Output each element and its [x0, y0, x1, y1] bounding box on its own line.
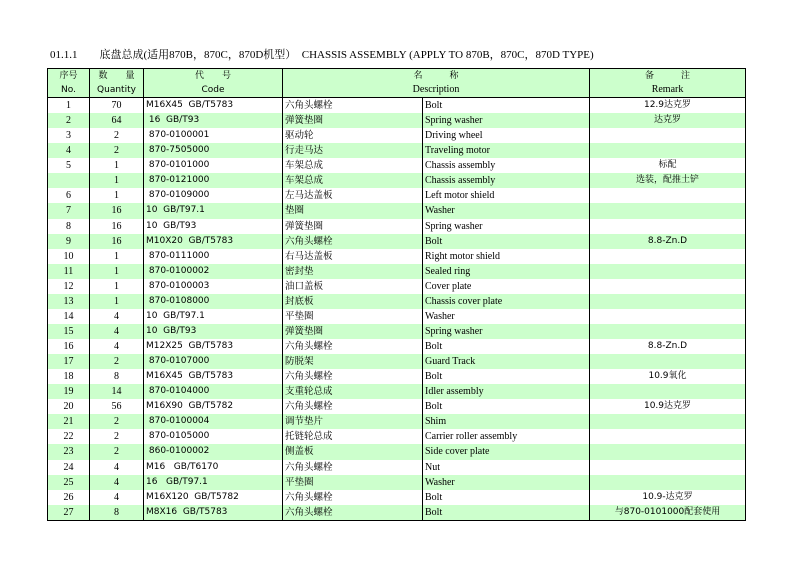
name-chinese-cell: 车架总成: [283, 158, 423, 173]
table-row: [48, 203, 746, 218]
header-qty-cn: 数 量: [90, 69, 144, 84]
header-qty-en: Quantity: [90, 83, 144, 98]
table-row: [48, 324, 746, 339]
row-number-cell: 10: [48, 249, 90, 264]
row-number-cell: 18: [48, 369, 90, 384]
header-remark-en: Remark: [590, 83, 746, 98]
quantity-cell: 2: [90, 444, 144, 459]
remark-cell: [590, 203, 746, 218]
remark-cell: [590, 444, 746, 459]
name-chinese-cell: 驱动轮: [283, 128, 423, 143]
name-english-cell: Spring washer: [423, 324, 590, 339]
quantity-cell: 1: [90, 279, 144, 294]
part-code-cell: 870-0100004: [144, 414, 283, 429]
remark-cell: 8.8-Zn.D: [590, 339, 746, 354]
quantity-cell: 8: [90, 505, 144, 521]
name-chinese-cell: 封底板: [283, 294, 423, 309]
name-chinese-cell: 侧盖板: [283, 444, 423, 459]
remark-cell: [590, 475, 746, 490]
quantity-cell: 2: [90, 429, 144, 444]
part-code-cell: M10X20 GB/T5783: [144, 234, 283, 249]
row-number-cell: 14: [48, 309, 90, 324]
name-chinese-cell: 六角头螺栓: [283, 369, 423, 384]
remark-cell: 8.8-Zn.D: [590, 234, 746, 249]
table-row: [48, 98, 746, 114]
table-row: [48, 429, 746, 444]
table-row: [48, 505, 746, 521]
quantity-cell: 2: [90, 143, 144, 158]
name-english-cell: Bolt: [423, 369, 590, 384]
quantity-cell: 1: [90, 264, 144, 279]
name-english-cell: Right motor shield: [423, 249, 590, 264]
table-row: [48, 188, 746, 203]
name-chinese-cell: 调节垫片: [283, 414, 423, 429]
part-code-cell: 870-0100002: [144, 264, 283, 279]
section-title: 01.1.1 底盘总成(适用870B，870C，870D机型） CHASSIS ASSEMBLY (APPLY TO 870B，870C，870D TYPE): [50, 49, 594, 61]
name-english-cell: Carrier roller assembly: [423, 429, 590, 444]
remark-cell: [590, 264, 746, 279]
header-no-en: No.: [48, 83, 90, 98]
quantity-cell: 56: [90, 399, 144, 414]
quantity-cell: 14: [90, 384, 144, 399]
name-chinese-cell: 车架总成: [283, 173, 423, 188]
quantity-cell: 2: [90, 414, 144, 429]
remark-cell: 10.9-达克罗: [590, 490, 746, 505]
header-desc-cn: 名 称: [283, 69, 590, 84]
part-code-cell: 16 GB/T97.1: [144, 475, 283, 490]
row-number-cell: 23: [48, 444, 90, 459]
quantity-cell: 4: [90, 324, 144, 339]
name-english-cell: Spring washer: [423, 219, 590, 234]
row-number-cell: 4: [48, 143, 90, 158]
table-row: [48, 475, 746, 490]
part-code-cell: M16X45 GB/T5783: [144, 369, 283, 384]
table-row: [48, 113, 746, 128]
row-number-cell: 20: [48, 399, 90, 414]
table-row: [48, 460, 746, 475]
name-chinese-cell: 右马达盖板: [283, 249, 423, 264]
row-number-cell: 21: [48, 414, 90, 429]
table-row: [48, 414, 746, 429]
name-english-cell: Left motor shield: [423, 188, 590, 203]
table-row: [48, 234, 746, 249]
row-number-cell: [48, 173, 90, 188]
name-english-cell: Driving wheel: [423, 128, 590, 143]
row-number-cell: 13: [48, 294, 90, 309]
row-number-cell: 8: [48, 219, 90, 234]
name-english-cell: Washer: [423, 475, 590, 490]
row-number-cell: 17: [48, 354, 90, 369]
part-code-cell: 870-0107000: [144, 354, 283, 369]
name-chinese-cell: 垫圈: [283, 203, 423, 218]
row-number-cell: 27: [48, 505, 90, 521]
part-code-cell: M16X45 GB/T5783: [144, 98, 283, 114]
row-number-cell: 7: [48, 203, 90, 218]
header-code-en: Code: [144, 83, 283, 98]
table-row: [48, 249, 746, 264]
parts-table: [47, 68, 746, 521]
quantity-cell: 4: [90, 460, 144, 475]
quantity-cell: 1: [90, 158, 144, 173]
remark-cell: [590, 219, 746, 234]
remark-cell: [590, 279, 746, 294]
quantity-cell: 16: [90, 219, 144, 234]
name-chinese-cell: 左马达盖板: [283, 188, 423, 203]
name-english-cell: Traveling motor: [423, 143, 590, 158]
name-chinese-cell: 弹簧垫圈: [283, 324, 423, 339]
quantity-cell: 4: [90, 475, 144, 490]
name-chinese-cell: 六角头螺栓: [283, 98, 423, 114]
table-header: [48, 69, 746, 98]
name-english-cell: Washer: [423, 203, 590, 218]
part-code-cell: 870-0108000: [144, 294, 283, 309]
row-number-cell: 3: [48, 128, 90, 143]
row-number-cell: 6: [48, 188, 90, 203]
name-english-cell: Chassis assembly: [423, 158, 590, 173]
table-row: [48, 128, 746, 143]
remark-cell: 10.9氧化: [590, 369, 746, 384]
part-code-cell: 10 GB/T97.1: [144, 203, 283, 218]
name-english-cell: Shim: [423, 414, 590, 429]
remark-cell: [590, 384, 746, 399]
row-number-cell: 11: [48, 264, 90, 279]
name-english-cell: Cover plate: [423, 279, 590, 294]
table-row: [48, 444, 746, 459]
name-english-cell: Idler assembly: [423, 384, 590, 399]
part-code-cell: M16 GB/T6170: [144, 460, 283, 475]
row-number-cell: 15: [48, 324, 90, 339]
table-row: [48, 490, 746, 505]
table-row: [48, 173, 746, 188]
name-english-cell: Chassis assembly: [423, 173, 590, 188]
quantity-cell: 1: [90, 249, 144, 264]
remark-cell: [590, 309, 746, 324]
quantity-cell: 1: [90, 294, 144, 309]
quantity-cell: 2: [90, 354, 144, 369]
remark-cell: [590, 188, 746, 203]
name-chinese-cell: 六角头螺栓: [283, 460, 423, 475]
name-english-cell: Spring washer: [423, 113, 590, 128]
remark-cell: [590, 143, 746, 158]
table-row: [48, 354, 746, 369]
name-english-cell: Guard Track: [423, 354, 590, 369]
table-row: [48, 143, 746, 158]
part-code-cell: 860-0100002: [144, 444, 283, 459]
name-english-cell: Nut: [423, 460, 590, 475]
remark-cell: 12.9达克罗: [590, 98, 746, 114]
part-code-cell: 870-0101000: [144, 158, 283, 173]
name-chinese-cell: 六角头螺栓: [283, 490, 423, 505]
quantity-cell: 4: [90, 309, 144, 324]
remark-cell: 标配: [590, 158, 746, 173]
row-number-cell: 9: [48, 234, 90, 249]
table-body: [48, 98, 746, 521]
part-code-cell: 10 GB/T93: [144, 324, 283, 339]
name-chinese-cell: 六角头螺栓: [283, 234, 423, 249]
part-code-cell: M8X16 GB/T5783: [144, 505, 283, 521]
part-code-cell: 870-0111000: [144, 249, 283, 264]
table-row: [48, 369, 746, 384]
remark-cell: 与870-0101000配套使用: [590, 505, 746, 521]
row-number-cell: 24: [48, 460, 90, 475]
quantity-cell: 4: [90, 339, 144, 354]
remark-cell: [590, 294, 746, 309]
part-code-cell: M16X90 GB/T5782: [144, 399, 283, 414]
quantity-cell: 4: [90, 490, 144, 505]
table-row: [48, 279, 746, 294]
remark-cell: [590, 414, 746, 429]
row-number-cell: 1: [48, 98, 90, 114]
part-code-cell: 10 GB/T97.1: [144, 309, 283, 324]
header-remark-cn: 备 注: [590, 69, 746, 84]
row-number-cell: 12: [48, 279, 90, 294]
quantity-cell: 1: [90, 188, 144, 203]
name-english-cell: Washer: [423, 309, 590, 324]
name-chinese-cell: 行走马达: [283, 143, 423, 158]
name-english-cell: Sealed ring: [423, 264, 590, 279]
part-code-cell: 870-0100003: [144, 279, 283, 294]
row-number-cell: 16: [48, 339, 90, 354]
part-code-cell: 870-0121000: [144, 173, 283, 188]
name-chinese-cell: 弹簧垫圈: [283, 219, 423, 234]
name-english-cell: Bolt: [423, 339, 590, 354]
quantity-cell: 64: [90, 113, 144, 128]
name-chinese-cell: 平垫圈: [283, 475, 423, 490]
table-row: [48, 219, 746, 234]
header-desc-en: Description: [283, 83, 590, 98]
name-chinese-cell: 六角头螺栓: [283, 399, 423, 414]
remark-cell: [590, 128, 746, 143]
name-chinese-cell: 平垫圈: [283, 309, 423, 324]
name-chinese-cell: 六角头螺栓: [283, 505, 423, 521]
part-code-cell: 870-0109000: [144, 188, 283, 203]
row-number-cell: 19: [48, 384, 90, 399]
name-chinese-cell: 六角头螺栓: [283, 339, 423, 354]
name-english-cell: Bolt: [423, 234, 590, 249]
table-row: [48, 264, 746, 279]
row-number-cell: 25: [48, 475, 90, 490]
remark-cell: [590, 324, 746, 339]
row-number-cell: 26: [48, 490, 90, 505]
part-code-cell: M16X120 GB/T5782: [144, 490, 283, 505]
name-english-cell: Side cover plate: [423, 444, 590, 459]
quantity-cell: 16: [90, 234, 144, 249]
part-code-cell: 870-0100001: [144, 128, 283, 143]
part-code-cell: M12X25 GB/T5783: [144, 339, 283, 354]
name-english-cell: Bolt: [423, 98, 590, 114]
table-row: [48, 309, 746, 324]
row-number-cell: 2: [48, 113, 90, 128]
remark-cell: 选装，配推土铲: [590, 173, 746, 188]
remark-cell: [590, 460, 746, 475]
part-code-cell: 870-0104000: [144, 384, 283, 399]
name-chinese-cell: 防脱架: [283, 354, 423, 369]
remark-cell: [590, 354, 746, 369]
part-code-cell: 10 GB/T93: [144, 219, 283, 234]
quantity-cell: 16: [90, 203, 144, 218]
table-row: [48, 399, 746, 414]
row-number-cell: 22: [48, 429, 90, 444]
table-row: [48, 294, 746, 309]
name-chinese-cell: 油口盖板: [283, 279, 423, 294]
remark-cell: 达克罗: [590, 113, 746, 128]
name-chinese-cell: 支重轮总成: [283, 384, 423, 399]
name-english-cell: Bolt: [423, 490, 590, 505]
header-no-cn: 序号: [48, 69, 90, 84]
name-chinese-cell: 弹簧垫圈: [283, 113, 423, 128]
quantity-cell: 2: [90, 128, 144, 143]
row-number-cell: 5: [48, 158, 90, 173]
table-row: [48, 384, 746, 399]
name-chinese-cell: 密封垫: [283, 264, 423, 279]
name-english-cell: Chassis cover plate: [423, 294, 590, 309]
header-code-cn: 代 号: [144, 69, 283, 84]
name-english-cell: Bolt: [423, 505, 590, 521]
name-english-cell: Bolt: [423, 399, 590, 414]
quantity-cell: 1: [90, 173, 144, 188]
name-chinese-cell: 托链轮总成: [283, 429, 423, 444]
remark-cell: 10.9达克罗: [590, 399, 746, 414]
quantity-cell: 70: [90, 98, 144, 114]
part-code-cell: 870-7505000: [144, 143, 283, 158]
remark-cell: [590, 429, 746, 444]
part-code-cell: 870-0105000: [144, 429, 283, 444]
part-code-cell: 16 GB/T93: [144, 113, 283, 128]
remark-cell: [590, 249, 746, 264]
quantity-cell: 8: [90, 369, 144, 384]
table-row: [48, 158, 746, 173]
table-row: [48, 339, 746, 354]
